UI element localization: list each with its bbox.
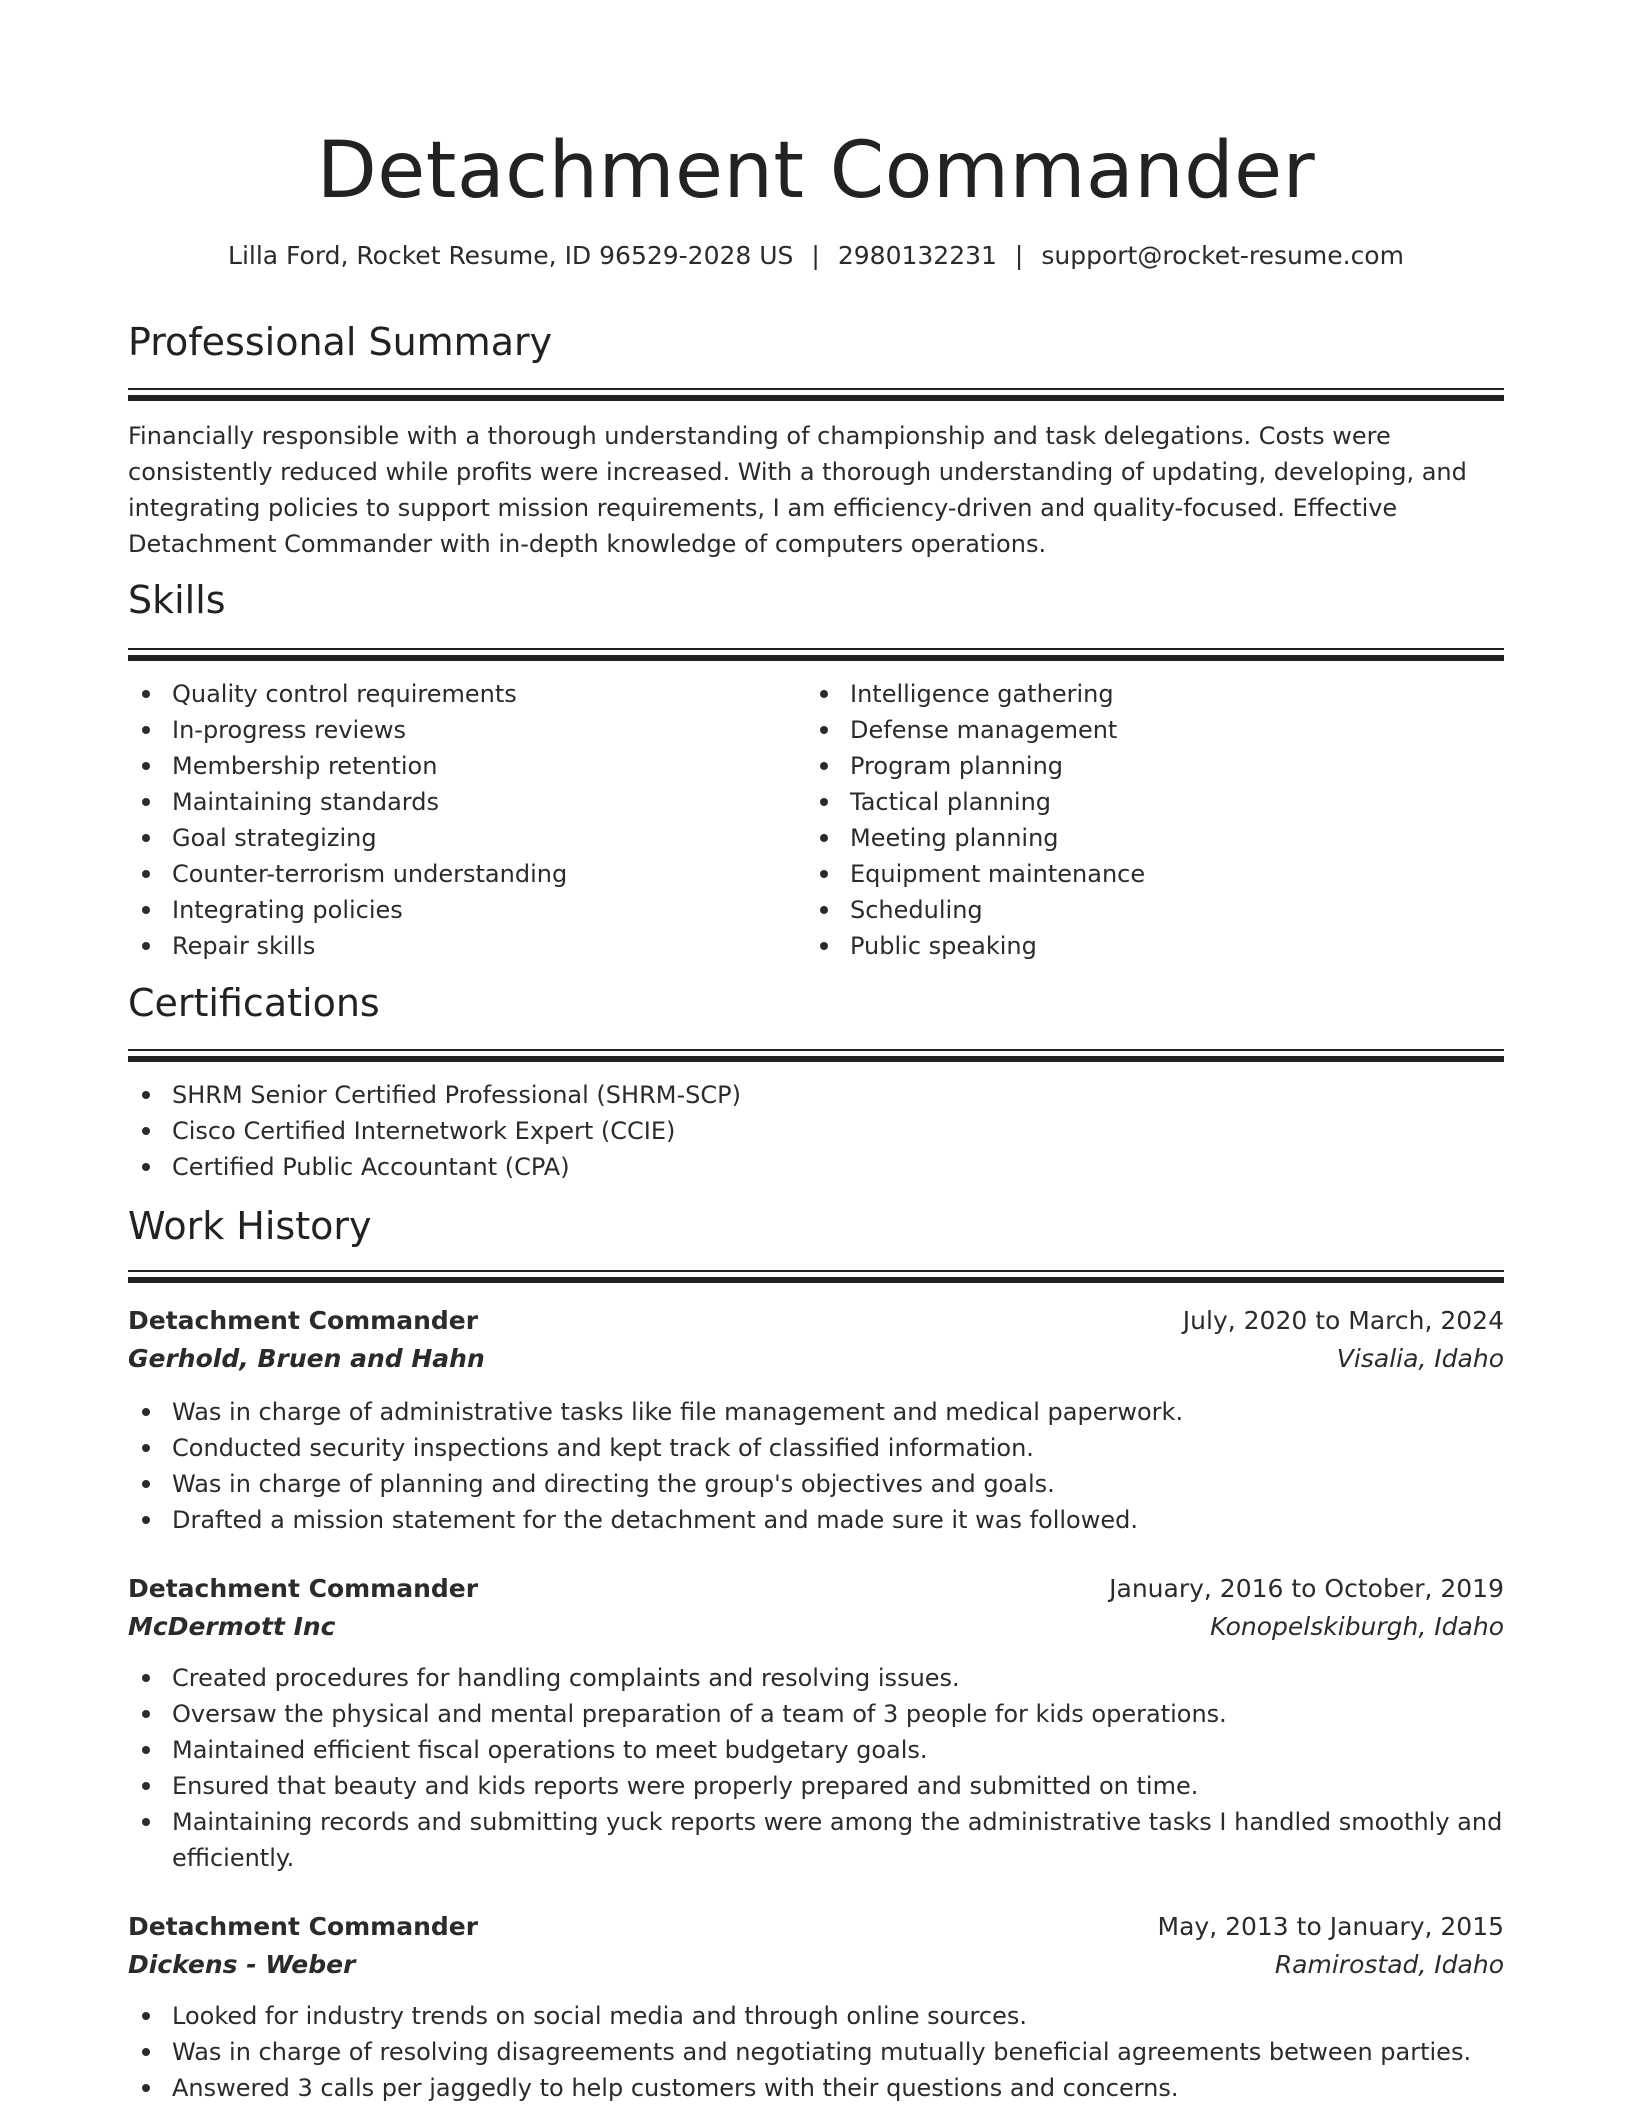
job-title: Detachment Commander <box>128 1912 479 1941</box>
certifications-list <box>128 1077 1504 1185</box>
skills-list-left <box>128 676 806 964</box>
job-bullets <box>128 1660 1504 1876</box>
divider-thick-line <box>128 395 1504 401</box>
work-history-heading: Work History <box>128 1204 372 1248</box>
job-bullet: Conducted security inspections and kept track of classified information. <box>128 1430 1504 1466</box>
certification-item: Certified Public Accountant (CPA) <box>128 1149 1504 1185</box>
summary-text: Financially responsible with a thorough understanding of championship and task delegations. Costs were consistently reduced while profits were increased. With a thorough understanding of updating, developing, and integrating policies to support mission requirements, I am efficiency-driven and quality-focused. Effective Detachment Commander with in-depth knowledge of computers operations. <box>128 422 1467 558</box>
job-bullet: Oversaw the physical and mental preparation of a team of 3 people for kids operations. <box>128 1696 1504 1732</box>
job-subheader-row <box>128 1608 1504 1646</box>
job-subheader-row <box>128 1946 1504 1984</box>
job-company: Gerhold, Bruen and Hahn <box>128 1344 485 1373</box>
job-dates: May, 2013 to January, 2015 <box>1157 1912 1504 1941</box>
job-dates: January, 2016 to October, 2019 <box>1109 1574 1504 1603</box>
job-bullet: Was in charge of resolving disagreements and negotiating mutually beneficial agreements between parties. <box>128 2034 1504 2070</box>
job-header-row <box>128 1302 1504 1340</box>
skill-item: Repair skills <box>128 928 806 964</box>
divider-thick-line <box>128 655 1504 661</box>
divider-thin-line <box>128 388 1504 390</box>
job-header-row <box>128 1908 1504 1946</box>
job-title: Detachment Commander <box>128 1306 479 1335</box>
divider-thin-line <box>128 1049 1504 1051</box>
skills-section <box>128 574 1504 964</box>
contact-phone: 2980132231 <box>837 241 997 270</box>
certification-item: SHRM Senior Certified Professional (SHRM-SCP) <box>128 1077 1504 1113</box>
job-title: Detachment Commander <box>128 1574 479 1603</box>
skill-item: Membership retention <box>128 748 806 784</box>
job-bullet: Was in charge of administrative tasks like file management and medical paperwork. <box>128 1394 1504 1430</box>
section-divider <box>128 648 1504 662</box>
job-bullet: Answered 3 calls per jaggedly to help customers with their questions and concerns. <box>128 2070 1504 2106</box>
section-divider <box>128 388 1504 402</box>
skill-item: Scheduling <box>806 892 1484 928</box>
job-entry <box>128 1908 1504 2106</box>
job-bullets <box>128 1998 1504 2106</box>
section-divider <box>128 1270 1504 1284</box>
skill-item: In-progress reviews <box>128 712 806 748</box>
summary-heading: Professional Summary <box>128 320 553 364</box>
skill-item: Intelligence gathering <box>806 676 1484 712</box>
certifications-section <box>128 977 1504 1185</box>
job-bullet: Maintained efficient fiscal operations to meet budgetary goals. <box>128 1732 1504 1768</box>
job-location: Visalia, Idaho <box>1336 1344 1504 1373</box>
skill-item: Maintaining standards <box>128 784 806 820</box>
job-entry <box>128 1302 1504 1538</box>
work-history-section <box>128 1200 1504 2106</box>
skills-list-right <box>806 676 1484 964</box>
contact-separator: | <box>811 241 820 270</box>
contact-separator: | <box>1014 241 1024 270</box>
contact-line <box>128 236 1504 276</box>
divider-thick-line <box>128 1277 1504 1283</box>
job-bullet: Was in charge of planning and directing the group's objectives and goals. <box>128 1466 1504 1502</box>
skill-item: Tactical planning <box>806 784 1484 820</box>
skill-item: Meeting planning <box>806 820 1484 856</box>
job-location: Konopelskiburgh, Idaho <box>1210 1612 1504 1641</box>
job-company: Dickens - Weber <box>128 1950 356 1979</box>
divider-thin-line <box>128 648 1504 650</box>
skill-item: Quality control requirements <box>128 676 806 712</box>
skill-item: Public speaking <box>806 928 1484 964</box>
job-company: McDermott Inc <box>128 1612 336 1641</box>
section-divider <box>128 1049 1504 1063</box>
job-entry <box>128 1570 1504 1876</box>
job-bullets <box>128 1394 1504 1538</box>
job-subheader-row <box>128 1340 1504 1378</box>
skills-columns <box>128 676 1504 964</box>
divider-thick-line <box>128 1056 1504 1062</box>
skill-item: Goal strategizing <box>128 820 806 856</box>
skill-item: Counter-terrorism understanding <box>128 856 806 892</box>
contact-address: Lilla Ford, Rocket Resume, ID 96529-2028 US <box>228 241 794 270</box>
summary-section <box>128 316 1504 562</box>
job-bullet: Ensured that beauty and kids reports were properly prepared and submitted on time. <box>128 1768 1504 1804</box>
skill-item: Defense management <box>806 712 1484 748</box>
job-dates: July, 2020 to March, 2024 <box>1182 1306 1504 1335</box>
skills-heading: Skills <box>128 578 226 622</box>
job-bullet: Looked for industry trends on social media and through online sources. <box>128 1998 1504 2034</box>
certifications-heading: Certifications <box>128 981 380 1025</box>
resume-title: Detachment Commander <box>316 126 1316 216</box>
job-bullet: Maintaining records and submitting yuck reports were among the administrative tasks I handled smoothly and efficiently. <box>128 1804 1504 1876</box>
contact-email[interactable]: support@rocket-resume.com <box>1041 241 1404 270</box>
skill-item: Program planning <box>806 748 1484 784</box>
certification-item: Cisco Certified Internetwork Expert (CCIE) <box>128 1113 1504 1149</box>
skill-item: Integrating policies <box>128 892 806 928</box>
job-bullet: Created procedures for handling complaints and resolving issues. <box>128 1660 1504 1696</box>
job-header-row <box>128 1570 1504 1608</box>
job-location: Ramirostad, Idaho <box>1274 1950 1504 1979</box>
job-bullet: Drafted a mission statement for the detachment and made sure it was followed. <box>128 1502 1504 1538</box>
divider-thin-line <box>128 1270 1504 1272</box>
skill-item: Equipment maintenance <box>806 856 1484 892</box>
